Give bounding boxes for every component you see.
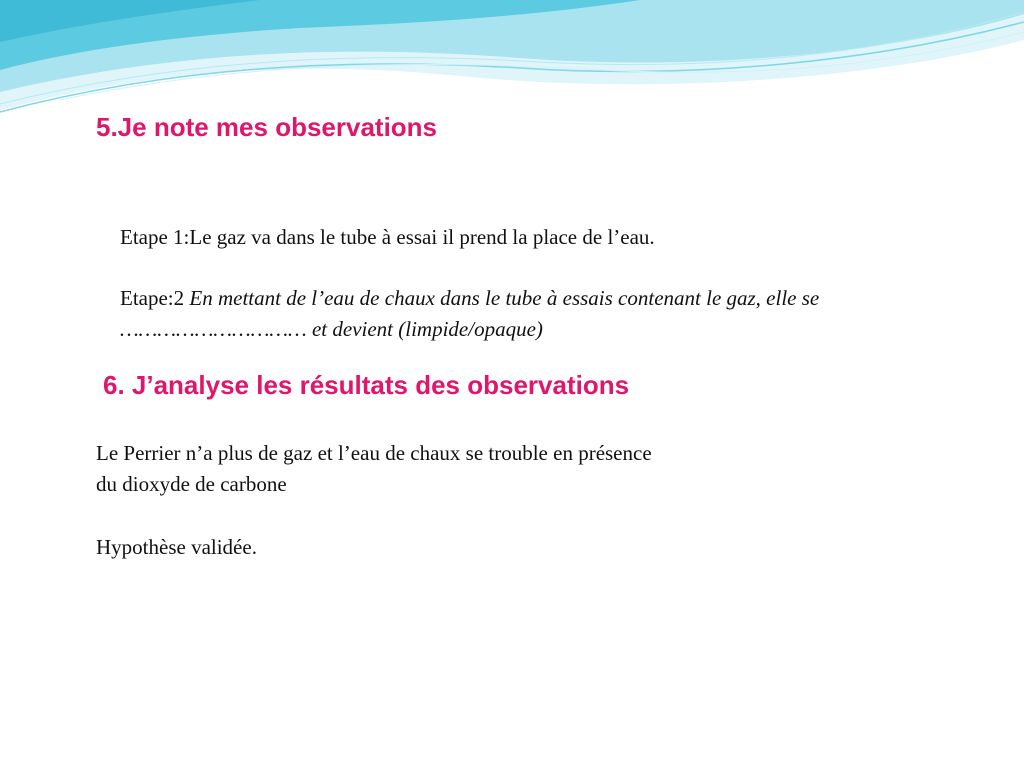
hypothesis-text: Hypothèse validée. <box>96 535 257 559</box>
conclusion-paragraph <box>96 438 836 500</box>
conclusion-line-1: Le Perrier n’a plus de gaz et l’eau de chaux se trouble en présence <box>96 441 652 465</box>
section-5-title: 5.Je note mes observations <box>96 112 438 142</box>
section-6-title: 6. J’analyse les résultats des observations <box>103 370 630 400</box>
step-1-text: Etape 1:Le gaz va dans le tube à essai il prend la place de l’eau. <box>120 225 655 249</box>
step-2-label: Etape:2 <box>120 286 190 310</box>
decorative-wave-banner <box>0 0 1024 130</box>
step-2-paragraph <box>120 283 920 345</box>
step-2-text: En mettant de l’eau de chaux dans le tube à essais contenant le gaz, elle se ………………………… et devient (limpide/opaque) <box>120 286 820 341</box>
conclusion-line-2: du dioxyde de carbone <box>96 472 287 496</box>
